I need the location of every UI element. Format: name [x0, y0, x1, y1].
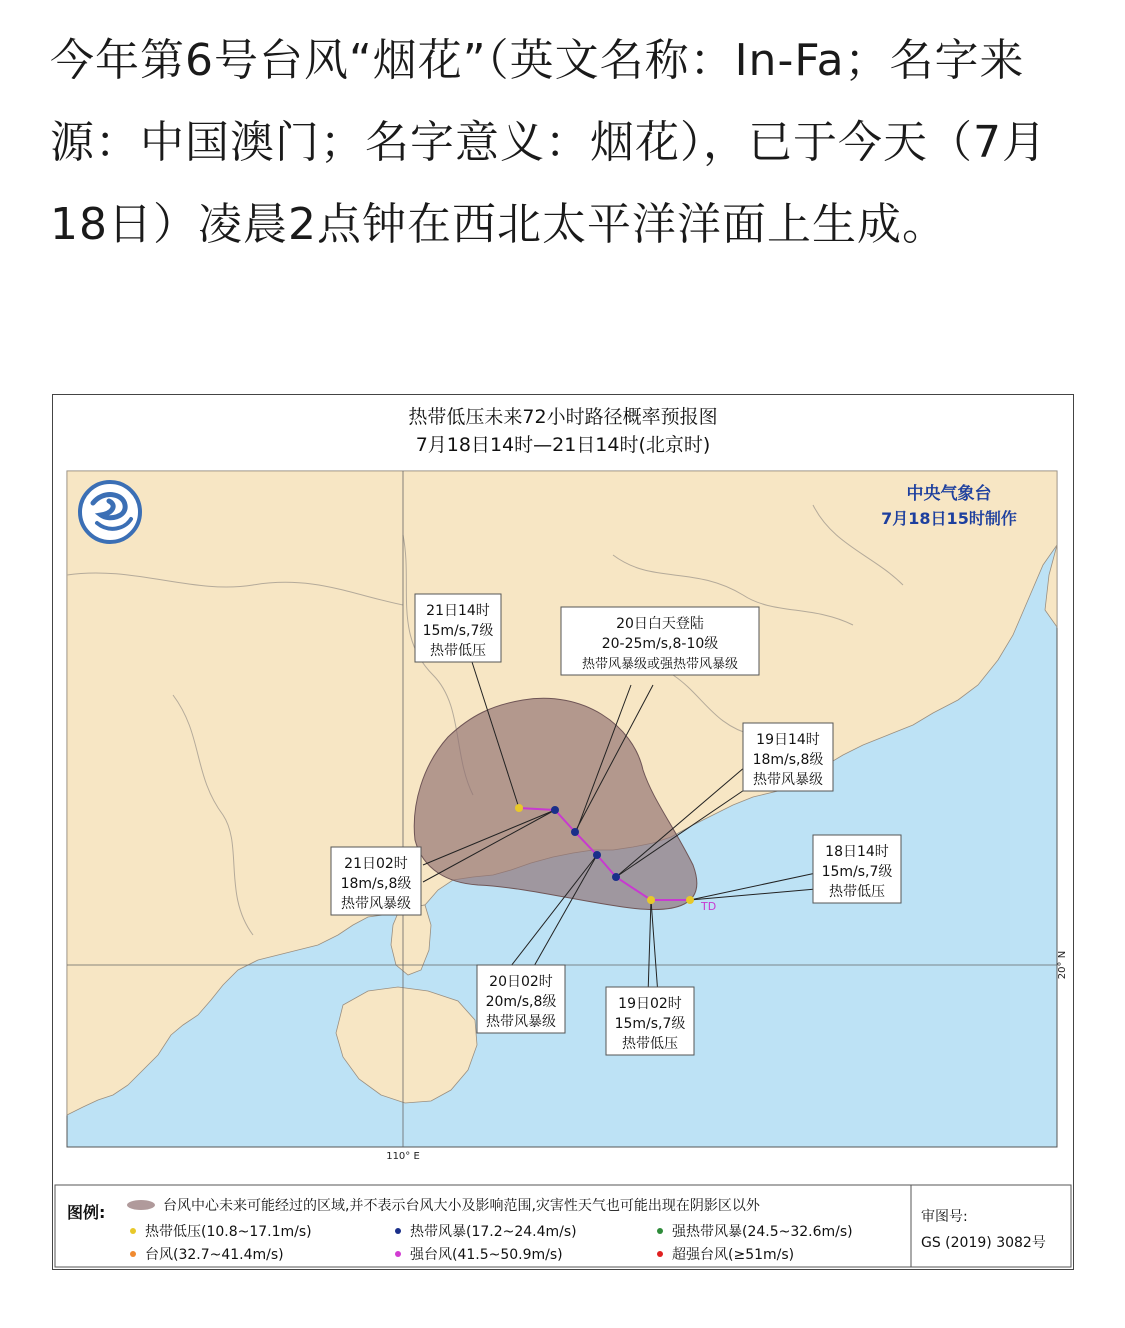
svg-text:强台风(41.5~50.9m/s): 强台风(41.5~50.9m/s): [410, 1247, 563, 1263]
svg-text:热带低压: 热带低压: [622, 1036, 678, 1052]
legend-sts-dot: [657, 1228, 663, 1234]
track-point-20d02h: [593, 851, 601, 859]
svg-text:热带风暴级: 热带风暴级: [341, 896, 411, 912]
callout-20d02h: [477, 965, 565, 1033]
svg-text:热带低压: 热带低压: [829, 884, 885, 900]
svg-text:20日02时: 20日02时: [489, 974, 553, 990]
track-point-21d14h: [515, 804, 523, 812]
legend-sty-dot: [395, 1251, 401, 1257]
svg-text:21日14时: 21日14时: [426, 603, 490, 619]
track-point-20d-landfall: [571, 828, 579, 836]
track-point-18d14h: [686, 896, 694, 904]
legend-area-text: 台风中心未来可能经过的区域,并不表示台风大小及影响范围,灾害性天气也可能出现在阴影区以外: [163, 1198, 760, 1214]
legend-superty-dot: [657, 1251, 663, 1257]
callout-19d02h: [606, 987, 694, 1055]
legend-title: 图例:: [67, 1203, 106, 1222]
svg-text:热带低压(10.8~17.1m/s): 热带低压(10.8~17.1m/s): [145, 1224, 312, 1240]
legend-ts-dot: [395, 1228, 401, 1234]
legend: [55, 1185, 1071, 1267]
legend-td-dot: [130, 1228, 136, 1234]
track-point-19d14h: [612, 873, 620, 881]
lat-label: 20° N: [1057, 950, 1068, 980]
svg-text:20m/s,8级: 20m/s,8级: [485, 994, 557, 1010]
callout-21d14h: [415, 594, 501, 662]
svg-text:18日14时: 18日14时: [825, 844, 889, 860]
svg-text:超强台风(≥51m/s): 超强台风(≥51m/s): [672, 1247, 795, 1263]
svg-text:15m/s,7级: 15m/s,7级: [422, 623, 494, 639]
svg-text:21日02时: 21日02时: [344, 856, 408, 872]
svg-text:15m/s,7级: 15m/s,7级: [821, 864, 893, 880]
svg-text:19日14时: 19日14时: [756, 732, 820, 748]
svg-text:热带风暴级: 热带风暴级: [486, 1014, 556, 1030]
svg-text:热带低压: 热带低压: [430, 643, 486, 659]
callout-21d02h: [331, 847, 421, 915]
agency-name: 中央气象台: [906, 484, 992, 504]
article-paragraph: 今年第6号台风“烟花”（英文名称：In-Fa；名字来源：中国澳门；名字意义：烟花），已于今天（7月18日）凌晨2点钟在西北太平洋洋面上生成。: [50, 35, 1047, 250]
td-label: TD: [701, 900, 717, 913]
svg-text:15m/s,7级: 15m/s,7级: [614, 1016, 686, 1032]
figure-subtitle: 7月18日14时—21日14时(北京时): [415, 434, 711, 456]
track-point-19d02h: [647, 896, 655, 904]
track-point-21d02h: [551, 806, 559, 814]
svg-text:台风(32.7~41.4m/s): 台风(32.7~41.4m/s): [145, 1247, 284, 1263]
legend-ty-dot: [130, 1251, 136, 1257]
svg-text:热带风暴级或强热带风暴级: 热带风暴级或强热带风暴级: [581, 657, 739, 672]
svg-text:强热带风暴(24.5~32.6m/s): 强热带风暴(24.5~32.6m/s): [672, 1224, 853, 1240]
svg-text:18m/s,8级: 18m/s,8级: [340, 876, 412, 892]
typhoon-forecast-figure: [52, 394, 1074, 1270]
svg-text:19日02时: 19日02时: [618, 996, 682, 1012]
lon-label: 110° E: [386, 1151, 420, 1162]
legend-area-swatch: [127, 1200, 155, 1210]
cma-logo-icon: [80, 482, 140, 542]
callout-18d14h: [813, 835, 901, 903]
svg-text:20日白天登陆: 20日白天登陆: [616, 616, 704, 632]
forecast-map: [53, 395, 1073, 1269]
approval-number: GS (2019) 3082号: [921, 1235, 1046, 1251]
figure-title: 热带低压未来72小时路径概率预报图: [408, 406, 718, 428]
svg-text:18m/s,8级: 18m/s,8级: [752, 752, 824, 768]
made-time: 7月18日15时制作: [881, 509, 1017, 528]
svg-text:20-25m/s,8-10级: 20-25m/s,8-10级: [601, 636, 719, 652]
approval-label: 审图号:: [921, 1209, 968, 1225]
callout-19d14h: [743, 723, 833, 791]
svg-text:热带风暴级: 热带风暴级: [753, 772, 823, 788]
callout-20d-landfall: [561, 607, 759, 675]
svg-text:热带风暴(17.2~24.4m/s): 热带风暴(17.2~24.4m/s): [410, 1224, 577, 1240]
